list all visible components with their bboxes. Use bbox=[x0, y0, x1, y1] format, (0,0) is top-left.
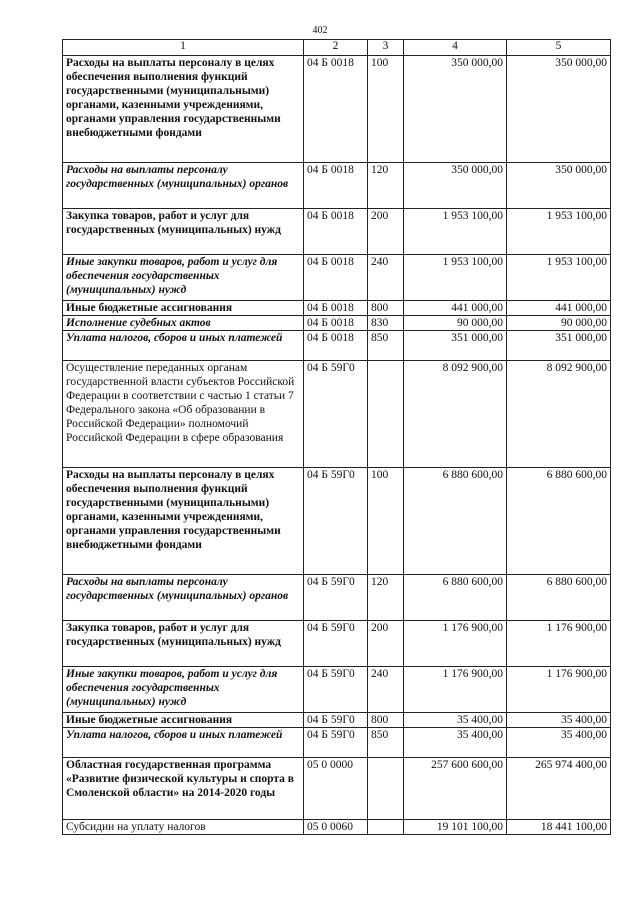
row-sum-2015-cell: 441 000,00 bbox=[507, 301, 611, 316]
table-row bbox=[63, 468, 611, 575]
row-sum-2014-cell: 1 176 900,00 bbox=[404, 621, 507, 667]
row-type-cell: 100 bbox=[368, 468, 404, 575]
row-name-cell: Областная государственная программа «Развитие физической культуры и спорта в Смоленской области» на 2014-2020 годы bbox=[63, 758, 304, 820]
table-row bbox=[63, 163, 611, 209]
table-row bbox=[63, 361, 611, 468]
row-code-cell: 04 Б 0018 bbox=[304, 209, 368, 255]
row-type-cell: 850 bbox=[368, 728, 404, 758]
row-name-cell: Расходы на выплаты персоналу в целях обеспечения выполнения функций государственными (муниципальными) органами, казенными учреждениями, органами управления государственными внебюджетными фондами bbox=[63, 56, 304, 163]
table-row bbox=[63, 255, 611, 301]
row-name-cell: Расходы на выплаты персоналу государственных (муниципальных) органов bbox=[63, 163, 304, 209]
row-name-cell: Исполнение судебных актов bbox=[63, 316, 304, 331]
table-row bbox=[63, 820, 611, 835]
row-name-cell: Иные закупки товаров, работ и услуг для обеспечения государственных (муниципальных) нужд bbox=[63, 255, 304, 301]
table-row bbox=[63, 56, 611, 163]
column-header-3: 3 bbox=[368, 40, 404, 56]
column-header-2: 2 bbox=[304, 40, 368, 56]
row-sum-2015-cell: 1 176 900,00 bbox=[507, 621, 611, 667]
column-header-4: 4 bbox=[404, 40, 507, 56]
row-code-cell: 04 Б 0018 bbox=[304, 163, 368, 209]
row-sum-2015-cell: 18 441 100,00 bbox=[507, 820, 611, 835]
row-type-cell bbox=[368, 361, 404, 468]
table-row bbox=[63, 728, 611, 758]
row-name-cell: Закупка товаров, работ и услуг для государственных (муниципальных) нужд bbox=[63, 621, 304, 667]
row-name-cell: Уплата налогов, сборов и иных платежей bbox=[63, 728, 304, 758]
row-name-cell: Осуществление переданных органам государственной власти субъектов Российской Федерации в соответствии с частью 1 статьи 7 Федерального закона «Об образовании в Российской Федерации» полномочий Российской Федерации в сфере образования bbox=[63, 361, 304, 468]
row-sum-2014-cell: 1 176 900,00 bbox=[404, 667, 507, 713]
table-row bbox=[63, 758, 611, 820]
row-code-cell: 04 Б 59Г0 bbox=[304, 468, 368, 575]
row-type-cell: 120 bbox=[368, 575, 404, 621]
row-name-cell: Расходы на выплаты персоналу государственных (муниципальных) органов bbox=[63, 575, 304, 621]
row-code-cell: 04 Б 0018 bbox=[304, 255, 368, 301]
row-sum-2014-cell: 1 953 100,00 bbox=[404, 255, 507, 301]
row-type-cell: 800 bbox=[368, 713, 404, 728]
row-type-cell bbox=[368, 820, 404, 835]
row-type-cell: 200 bbox=[368, 209, 404, 255]
row-sum-2014-cell: 441 000,00 bbox=[404, 301, 507, 316]
row-type-cell: 100 bbox=[368, 56, 404, 163]
column-header-5: 5 bbox=[507, 40, 611, 56]
row-sum-2015-cell: 265 974 400,00 bbox=[507, 758, 611, 820]
row-sum-2014-cell: 6 880 600,00 bbox=[404, 468, 507, 575]
row-type-cell: 800 bbox=[368, 301, 404, 316]
row-sum-2015-cell: 351 000,00 bbox=[507, 331, 611, 361]
table-row bbox=[63, 316, 611, 331]
table-row bbox=[63, 713, 611, 728]
table-row bbox=[63, 331, 611, 361]
row-name-cell: Субсидии на уплату налогов bbox=[63, 820, 304, 835]
row-sum-2014-cell: 6 880 600,00 bbox=[404, 575, 507, 621]
row-type-cell: 240 bbox=[368, 667, 404, 713]
row-sum-2015-cell: 1 176 900,00 bbox=[507, 667, 611, 713]
row-code-cell: 05 0 0000 bbox=[304, 758, 368, 820]
row-name-cell: Расходы на выплаты персоналу в целях обеспечения выполнения функций государственными (муниципальными) органами, казенными учреждениями, органами управления государственными внебюджетными фондами bbox=[63, 468, 304, 575]
row-sum-2014-cell: 350 000,00 bbox=[404, 163, 507, 209]
table-row bbox=[63, 209, 611, 255]
row-sum-2015-cell: 90 000,00 bbox=[507, 316, 611, 331]
row-sum-2014-cell: 351 000,00 bbox=[404, 331, 507, 361]
row-sum-2014-cell: 90 000,00 bbox=[404, 316, 507, 331]
row-code-cell: 04 Б 0018 bbox=[304, 316, 368, 331]
row-sum-2015-cell: 1 953 100,00 bbox=[507, 209, 611, 255]
row-sum-2014-cell: 257 600 600,00 bbox=[404, 758, 507, 820]
table-header-row bbox=[63, 40, 611, 56]
row-type-cell: 850 bbox=[368, 331, 404, 361]
row-sum-2015-cell: 35 400,00 bbox=[507, 728, 611, 758]
row-type-cell: 830 bbox=[368, 316, 404, 331]
row-name-cell: Уплата налогов, сборов и иных платежей bbox=[63, 331, 304, 361]
row-sum-2015-cell: 1 953 100,00 bbox=[507, 255, 611, 301]
row-type-cell: 240 bbox=[368, 255, 404, 301]
row-type-cell: 120 bbox=[368, 163, 404, 209]
table-row bbox=[63, 575, 611, 621]
row-code-cell: 04 Б 59Г0 bbox=[304, 621, 368, 667]
table-row bbox=[63, 301, 611, 316]
budget-table bbox=[62, 39, 611, 835]
row-name-cell: Иные закупки товаров, работ и услуг для обеспечения государственных (муниципальных) нужд bbox=[63, 667, 304, 713]
row-name-cell: Иные бюджетные ассигнования bbox=[63, 301, 304, 316]
row-type-cell bbox=[368, 758, 404, 820]
row-sum-2015-cell: 350 000,00 bbox=[507, 163, 611, 209]
row-sum-2014-cell: 350 000,00 bbox=[404, 56, 507, 163]
row-code-cell: 04 Б 59Г0 bbox=[304, 728, 368, 758]
page-number: 402 bbox=[312, 25, 328, 36]
row-sum-2015-cell: 8 092 900,00 bbox=[507, 361, 611, 468]
row-sum-2014-cell: 35 400,00 bbox=[404, 728, 507, 758]
row-sum-2014-cell: 19 101 100,00 bbox=[404, 820, 507, 835]
row-code-cell: 05 0 0060 bbox=[304, 820, 368, 835]
column-header-1: 1 bbox=[63, 40, 304, 56]
row-sum-2014-cell: 8 092 900,00 bbox=[404, 361, 507, 468]
row-name-cell: Иные бюджетные ассигнования bbox=[63, 713, 304, 728]
row-sum-2015-cell: 6 880 600,00 bbox=[507, 468, 611, 575]
row-code-cell: 04 Б 59Г0 bbox=[304, 713, 368, 728]
row-sum-2015-cell: 350 000,00 bbox=[507, 56, 611, 163]
row-code-cell: 04 Б 0018 bbox=[304, 331, 368, 361]
table-row bbox=[63, 621, 611, 667]
row-code-cell: 04 Б 0018 bbox=[304, 301, 368, 316]
row-sum-2015-cell: 35 400,00 bbox=[507, 713, 611, 728]
row-name-cell: Закупка товаров, работ и услуг для государственных (муниципальных) нужд bbox=[63, 209, 304, 255]
row-code-cell: 04 Б 59Г0 bbox=[304, 667, 368, 713]
row-code-cell: 04 Б 0018 bbox=[304, 56, 368, 163]
table-body bbox=[63, 56, 611, 835]
row-code-cell: 04 Б 59Г0 bbox=[304, 575, 368, 621]
table-row bbox=[63, 667, 611, 713]
row-code-cell: 04 Б 59Г0 bbox=[304, 361, 368, 468]
row-sum-2014-cell: 35 400,00 bbox=[404, 713, 507, 728]
row-sum-2014-cell: 1 953 100,00 bbox=[404, 209, 507, 255]
row-type-cell: 200 bbox=[368, 621, 404, 667]
row-sum-2015-cell: 6 880 600,00 bbox=[507, 575, 611, 621]
